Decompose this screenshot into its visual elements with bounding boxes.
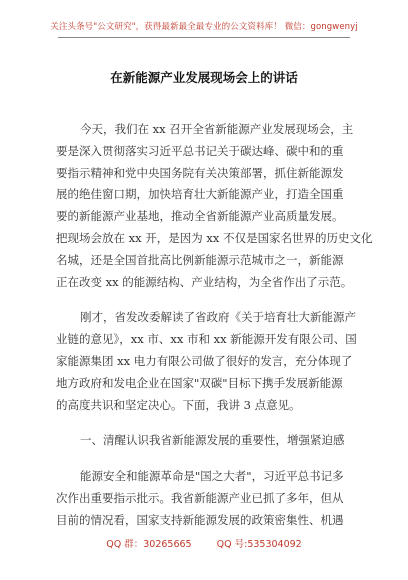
- text-line: 今天，我们在 xx 召开全省新能源产业发展现场会，主: [80, 122, 354, 136]
- text-line: 要是深入贯彻落实习近平总书记关于碳达峰、碳中和的重: [56, 143, 344, 158]
- text-line: 要指示精神和党中央国务院有关决策部署，抓住新能源发: [56, 165, 344, 180]
- header-banner: 关注头条号"公文研究"，获得最新最全最专业的公文资料库！ 微信：gongwenyj: [50, 22, 358, 32]
- qq-group-number: QQ 群：30265665: [106, 539, 192, 550]
- text-line: 能源安全和能源革命是"国之大者"，习近平总书记多: [80, 469, 344, 484]
- text-line: 展的绝佳窗口期，加快培育壮大新能源产业，打造全国重: [56, 187, 344, 202]
- text-line: 业链的意见》，xx 市、xx 市和 xx 新能源开发有限公司、国: [56, 332, 357, 347]
- text-line: 把现场会放在 xx 开，是因为 xx 不仅是国家名世界的历史文化: [56, 230, 373, 245]
- text-line: 名城，还是全国首批高比例新能源示范城市之一，新能源: [56, 252, 344, 267]
- text-line: 正在改变 xx 的能源结构、产业结构，为全省作出了示范。: [56, 274, 353, 289]
- text-line: 家能源集团 xx 电力有限公司做了很好的发言，充分体现了: [56, 353, 353, 368]
- document-title: 在新能源产业发展现场会上的讲话: [110, 70, 298, 85]
- text-line: 刚才，省发改委解读了省政府《关于培育壮大新能源产: [80, 310, 356, 325]
- paragraph-2: [56, 307, 357, 416]
- footer-contacts: [0, 536, 408, 550]
- text-line: 地方政府和发电企业在国家"双碳"目标下携手发展新能源: [56, 375, 343, 390]
- text-line: 的高度共识和坚定决心。下面，我讲 3 点意见。: [56, 397, 301, 412]
- text-line: 目前的情况看，国家支持新能源发展的政策密集性、机遇: [56, 512, 344, 527]
- qq-account-number: QQ 号:535304092: [216, 539, 302, 550]
- section-heading: 一、清醒认识我省新能源发展的重要性，增强紧迫感: [80, 433, 345, 448]
- header-divider: [58, 37, 350, 38]
- text-line: 次作出重要指示批示。我省新能源产业已抓了多年，但从: [56, 490, 344, 505]
- text-line: 要的新能源产业基地，推动全省新能源产业高质量发展。: [56, 209, 344, 224]
- paragraph-1: [56, 119, 373, 293]
- paragraph-3: [56, 466, 354, 531]
- document-body: [56, 119, 373, 546]
